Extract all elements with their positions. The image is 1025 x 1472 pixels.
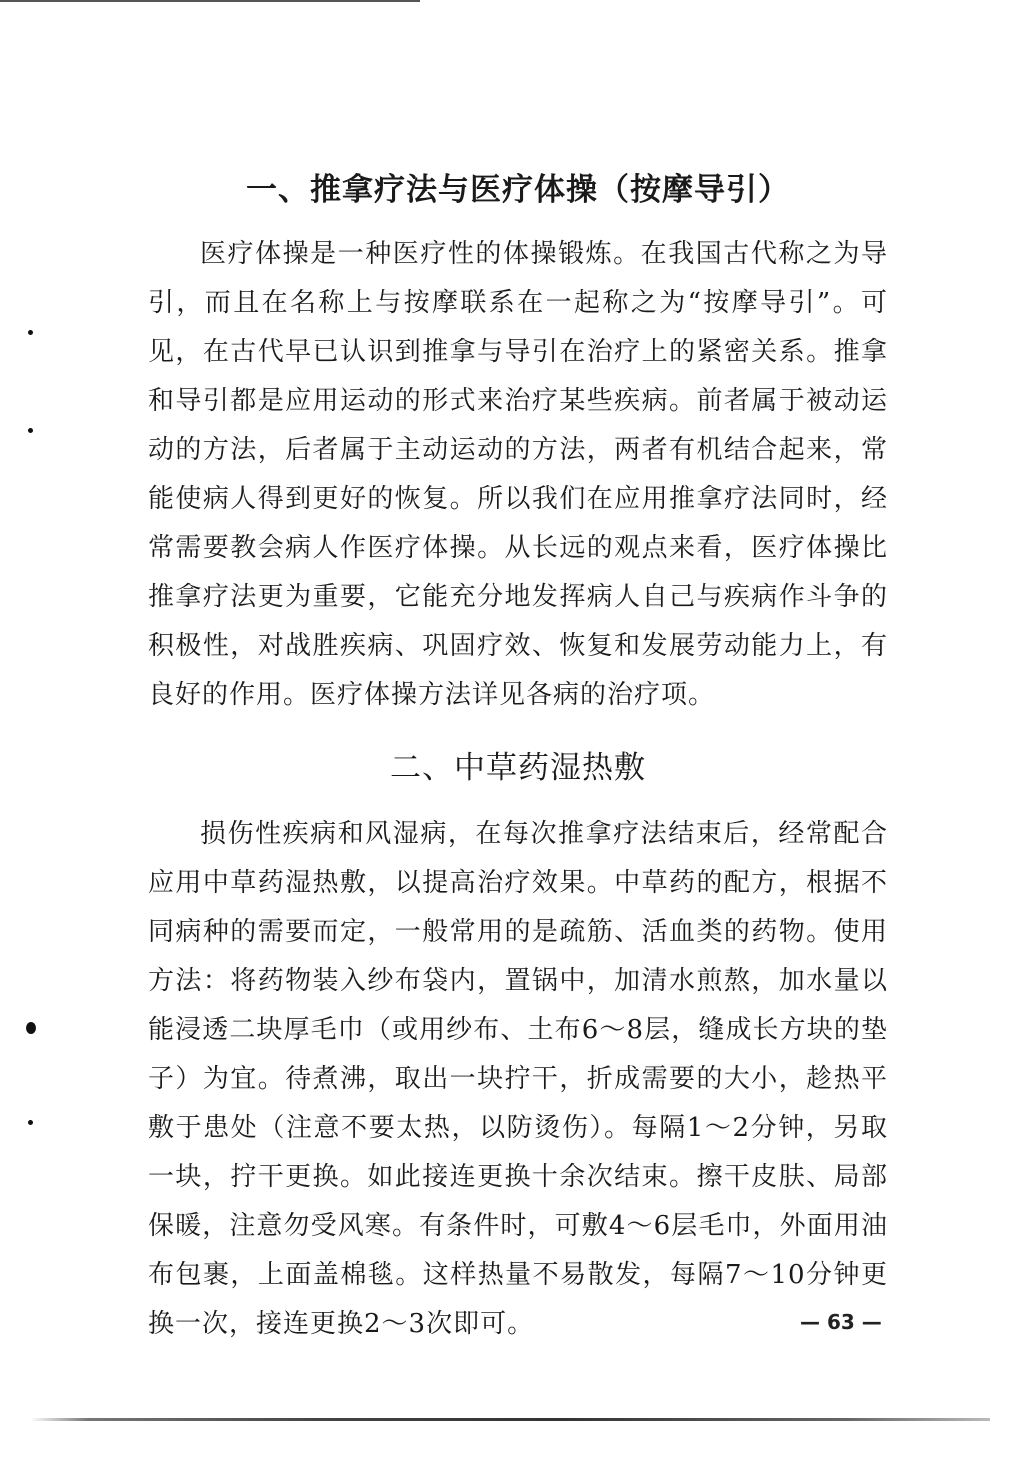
margin-dot xyxy=(28,428,33,433)
margin-dot xyxy=(28,330,33,335)
section-1-paragraph: 医疗体操是一种医疗性的体操锻炼。在我国古代称之为导引，而且在名称上与按摩联系在一起称之为“按摩导引”。可见，在古代早已认识到推拿与导引在治疗上的紧密关系。推拿和导引都是应用运动的形式来治疗某些疾病。前者属于被动运动的方法，后者属于主动运动的方法，两者有机结合起来，常能使病人得到更好的恢复。所以我们在应用推拿疗法同时，经常需要教会病人作医疗体操。从长远的观点来看，医疗体操比推拿疗法更为重要，它能充分地发挥病人自己与疾病作斗争的积极性，对战胜疾病、巩固疗效、恢复和发展劳动能力上，有良好的作用。医疗体操方法详见各病的治疗项。 xyxy=(148,239,888,710)
section-2-heading: 二、中草药湿热敷 xyxy=(390,750,646,786)
section-2-paragraph: 损伤性疾病和风湿病，在每次推拿疗法结束后，经常配合应用中草药湿热敷，以提高治疗效果。中草药的配方，根据不同病种的需要而定，一般常用的是疏筋、活血类的药物。使用方法：将药物装入纱布袋内，置锅中，加清水煎熬，加水量以能浸透二块厚毛巾（或用纱布、土布6～8层，缝成长方块的垫子）为宜。待煮沸，取出一块拧干，折成需要的大小，趁热平敷于患处（注意不要太热，以防烫伤）。每隔1～2分钟，另取一块，拧干更换。如此接连更换十余次结束。擦干皮肤、局部保暖，注意勿受风寒。有条件时，可敷4～6层毛巾，外面用油布包裹，上面盖棉毯。这样热量不易散发，每隔7～10分钟更换一次，接连更换2～3次即可。 xyxy=(148,819,888,1339)
top-scan-rule xyxy=(0,0,420,2)
bottom-scan-rule xyxy=(30,1418,990,1421)
page-body xyxy=(148,160,888,1349)
margin-dot xyxy=(28,1120,33,1125)
margin-dot xyxy=(26,1022,36,1034)
section-1-heading: 一、推拿疗法与医疗体操（按摩导引） xyxy=(246,172,790,208)
page-number: — 63 — xyxy=(800,1310,882,1334)
